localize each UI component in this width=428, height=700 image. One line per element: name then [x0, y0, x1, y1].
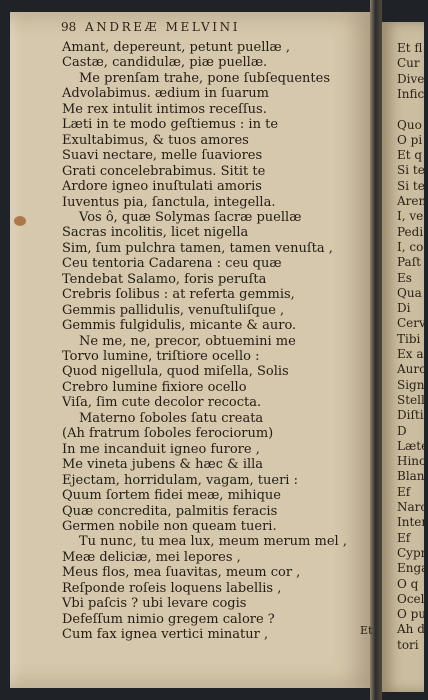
right-page-line: Paſt — [397, 255, 421, 270]
verse-line: Me prenſam trahe, pone ſubſequentes — [79, 70, 330, 86]
right-page-line: Cur — [397, 56, 420, 71]
verse-line: Quæ concredita, palmitis feracis — [62, 503, 278, 519]
verse-line: Ardore igneo inuſtulati amoris — [62, 179, 262, 195]
right-page-line: Et fl — [397, 41, 423, 55]
page-header — [61, 20, 369, 38]
verse-line: Grati concelebrabimus. Sitit te — [62, 163, 266, 179]
running-head: ANDREÆ MELVINI — [85, 20, 241, 34]
verse-line: Advolabimus. ædium in ſuarum — [62, 86, 269, 102]
right-page-line: Ef — [397, 484, 411, 499]
right-page-line: Quo — [397, 117, 422, 132]
verse-line: Suavi nectare, melle ſuaviores — [62, 148, 263, 164]
verse-line: Crebro lumine fixiore ocello — [62, 379, 247, 395]
paper-stain — [14, 216, 26, 226]
right-page-line: Inter — [397, 515, 428, 530]
right-page-line: Hinc — [397, 454, 426, 469]
verse-line: Meus flos, mea ſuavitas, meum cor , — [62, 565, 301, 581]
verse-line: Quod nigellula, quod miſella, Solis — [62, 364, 289, 380]
verse-line: Materno ſoboles ſatu creata — [79, 410, 264, 426]
right-page-line: Infic — [397, 86, 425, 101]
verse-line: Vos ô, quæ Solymas ſacræ puellæ — [79, 209, 302, 225]
verse-line: Gemmis pallidulis, venuſtuliſque , — [62, 302, 285, 318]
verse-line: (Ah fratrum ſoboles ferociorum) — [62, 426, 274, 442]
verse-line: Gemmis fulgidulis, micante & auro. — [62, 318, 297, 334]
right-page-line: I, ve — [397, 209, 424, 224]
page-number: 98 — [61, 20, 77, 34]
verse-line: Meæ deliciæ, mei lepores , — [62, 549, 241, 565]
right-page-line: Es — [397, 270, 412, 285]
verse-line: Iuventus pia, ſanctula, integella. — [62, 194, 276, 210]
verse-line: Torvo lumine, triſtiore ocello : — [62, 349, 260, 364]
verse-line: Viſa, ſim cute decolor recocta. — [62, 395, 262, 411]
verse-line: Ceu tentoria Cadarena : ceu quæ — [62, 256, 282, 272]
right-page-line: Si te — [397, 163, 425, 178]
right-page-line: O q — [397, 576, 419, 591]
right-page-line: O pi — [397, 132, 423, 147]
verse-line: Castæ, candidulæ, piæ puellæ. — [62, 55, 268, 71]
verse-line: Reſponde roſeis loquens labellis , — [62, 580, 282, 596]
right-page-line: Cypr — [397, 545, 427, 560]
right-page-line: D — [397, 423, 407, 438]
right-page-line: Aurc — [397, 362, 426, 377]
book-gutter — [370, 0, 382, 700]
right-page-line: Si te — [397, 178, 425, 193]
right-page-line: Di — [397, 301, 411, 316]
verse-line: Me rex intulit intimos receſſus. — [62, 101, 267, 117]
verse-line: Tu nunc, tu mea lux, meum merum mel , — [79, 534, 347, 550]
verse-line: Ne me, ne, precor, obtuemini me — [79, 333, 296, 349]
right-page-line: Enga — [397, 561, 428, 576]
verse-line: Læti in te modo geſtiemus : in te — [62, 117, 279, 133]
right-page-line: Ah d — [397, 622, 425, 637]
verse-line: Sacras incolitis, licet nigella — [62, 225, 249, 241]
verse-line: Exultabimus, & tuos amores — [62, 132, 249, 148]
verse-line: Germen nobile non queam tueri. — [62, 518, 277, 534]
right-page-line: tori — [397, 637, 419, 652]
right-page-line: Dive — [397, 71, 425, 86]
catchword: Et — [360, 624, 373, 637]
verse-line: Me vineta jubens & hæc & illa — [62, 457, 264, 473]
right-page-line: Ocel — [397, 591, 425, 606]
verse-line: Crebris ſolibus : at referta gemmis, — [62, 287, 295, 303]
right-page-line: Ex a — [397, 347, 424, 361]
right-page-line: Et q — [397, 148, 423, 163]
verse-line: Sim, ſum pulchra tamen, tamen venuſta , — [62, 240, 333, 256]
right-page-line: Diſti — [397, 408, 424, 423]
verse-line: Vbi paſcis ? ubi levare cogis — [62, 596, 247, 612]
right-page-line: Stell — [397, 392, 425, 407]
verse-line: Ejectam, horridulam, vagam, tueri : — [62, 472, 298, 488]
right-page-line: Narc — [397, 500, 428, 514]
right-page-line: O pu — [397, 607, 427, 622]
right-page-line: Ef — [397, 530, 411, 545]
right-page-line: Pedi — [397, 224, 424, 239]
right-page-line: Qua — [397, 285, 422, 300]
right-page-line: Aren — [397, 194, 427, 208]
verse-line: Cum fax ignea vertici minatur , — [62, 627, 269, 643]
right-page-line: Tibi — [397, 331, 421, 346]
right-page-line: I, co — [397, 239, 424, 254]
right-page-line: Cerv — [397, 316, 426, 331]
verse-line: In me incanduit igneo furore , — [62, 441, 260, 457]
verse-line: Tendebat Salamo, foris peruſta — [62, 271, 267, 287]
right-page-line: Blan — [397, 469, 425, 484]
right-page-line: Sign — [397, 377, 425, 392]
right-page-line: Læte — [397, 438, 428, 453]
verse-line: Defeſſum nimio gregem calore ? — [62, 611, 275, 627]
verse-line: Quum ſortem fidei meæ, mihique — [62, 488, 281, 504]
verse-line: Amant, depereunt, petunt puellæ , — [62, 40, 291, 55]
